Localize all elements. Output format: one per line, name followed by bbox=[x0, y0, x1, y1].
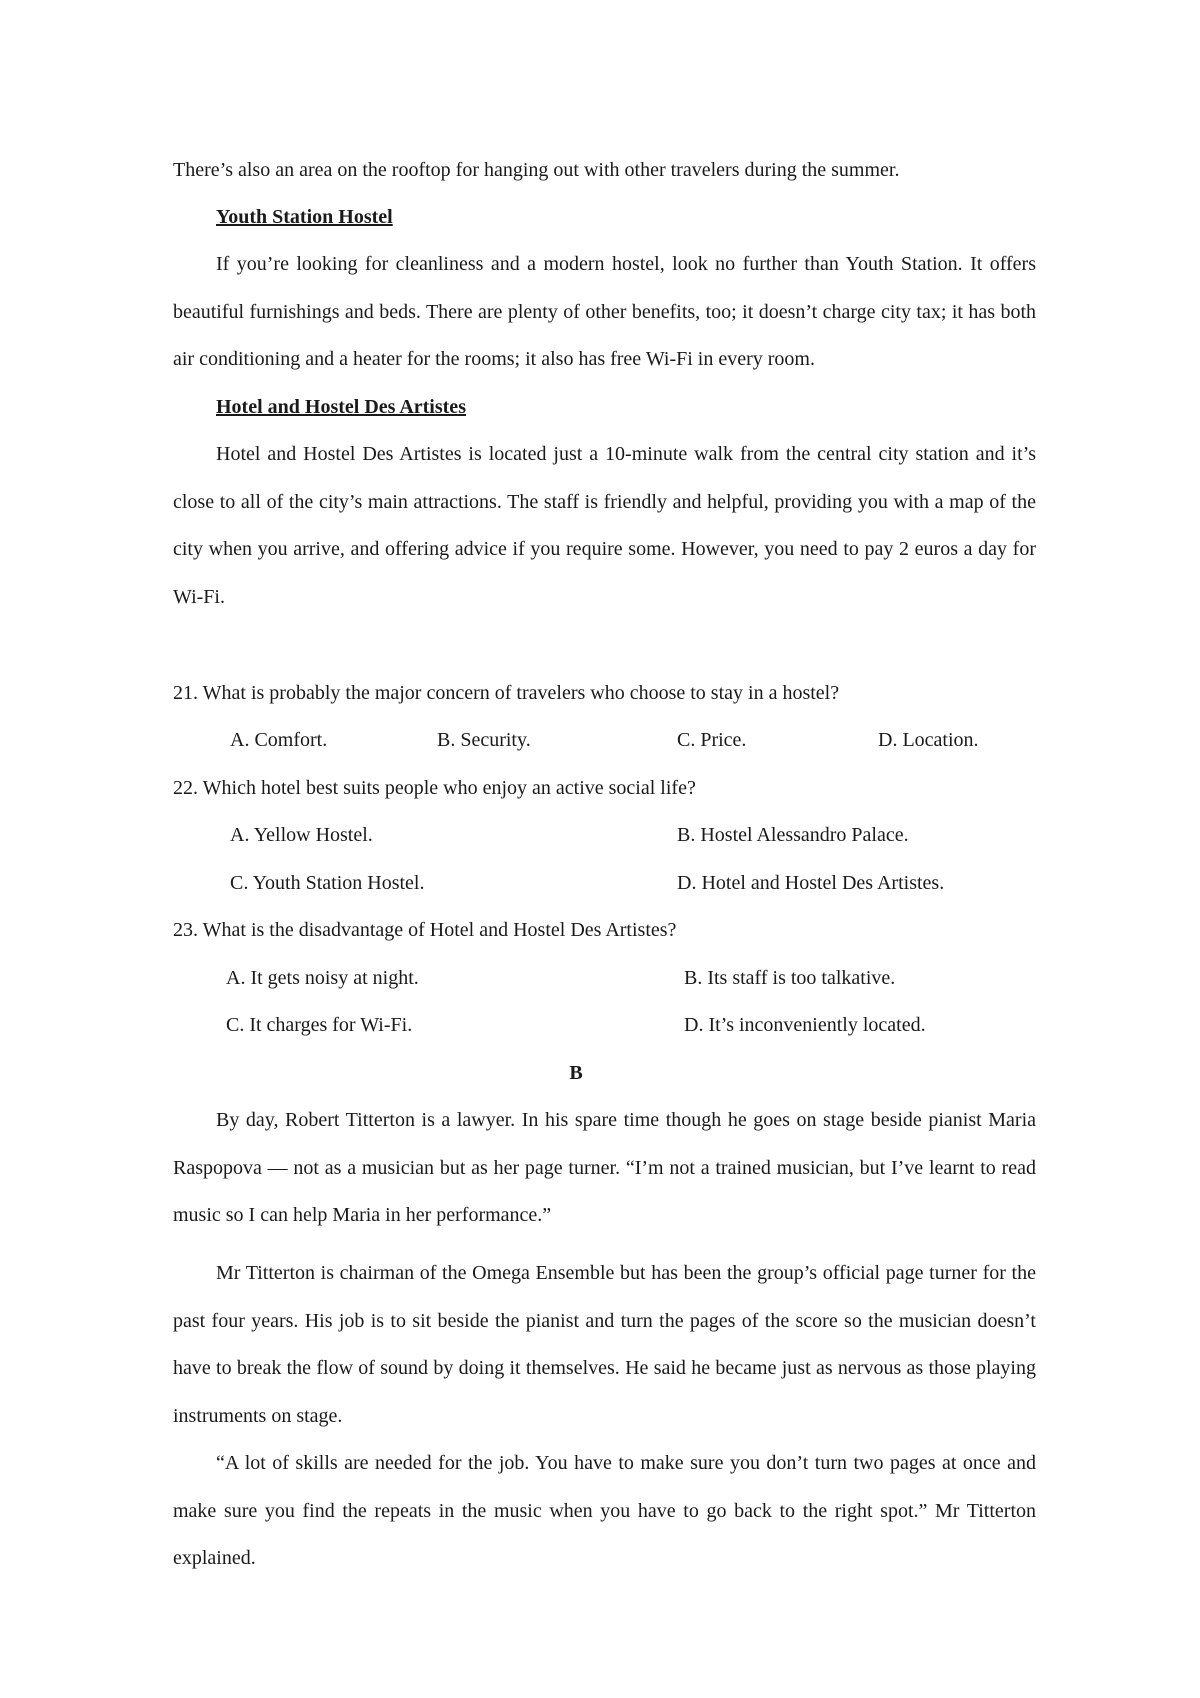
question-22-option-c: C. Youth Station Hostel. bbox=[230, 872, 425, 894]
passage-b-paragraph-2: Mr Titterton is chairman of the Omega Ensemble but has been the group’s official page turner for the past four years. His job is to sit beside the pianist and turn the pages of the score so the musician doesn’t have to break the flow of sound by doing it themselves. He said he became just as nervous as those playing instruments on stage. bbox=[173, 1262, 1036, 1427]
section-letter-b: B bbox=[569, 1062, 583, 1084]
question-22-option-d: D. Hotel and Hostel Des Artistes. bbox=[677, 872, 945, 894]
question-21-option-d: D. Location. bbox=[878, 729, 979, 751]
section-body-youth-station: If you’re looking for cleanliness and a modern hostel, look no further than Youth Station. It offers beautiful furnishings and beds. There are plenty of other benefits, too; it doesn’t charge city tax; it has both air conditioning and a heater for the rooms; it also has free Wi-Fi in every room. bbox=[173, 253, 1036, 370]
question-22-option-a: A. Yellow Hostel. bbox=[230, 824, 373, 846]
intro-line: There’s also an area on the rooftop for hanging out with other travelers during the summer. bbox=[173, 159, 900, 181]
question-23-option-c: C. It charges for Wi-Fi. bbox=[226, 1014, 413, 1036]
section-heading-youth-station: Youth Station Hostel bbox=[216, 206, 393, 228]
section-body-des-artistes: Hotel and Hostel Des Artistes is located just a 10-minute walk from the central city station and it’s close to all of the city’s main attractions. The staff is friendly and helpful, providing you with a map of the city when you arrive, and offering advice if you require some. However, you need to pay 2 euros a day for Wi-Fi. bbox=[173, 443, 1036, 608]
question-23-option-d: D. It’s inconveniently located. bbox=[684, 1014, 926, 1036]
passage-b-paragraph-3: “A lot of skills are needed for the job. You have to make sure you don’t turn two pages at once and make sure you find the repeats in the music when you have to go back to the right spot.” Mr Titterton explained. bbox=[173, 1452, 1036, 1569]
question-23-stem: 23. What is the disadvantage of Hotel and Hostel Des Artistes? bbox=[173, 919, 677, 941]
question-23-option-b: B. Its staff is too talkative. bbox=[684, 967, 896, 989]
question-21-option-a: A. Comfort. bbox=[230, 729, 328, 751]
question-22-stem: 22. Which hotel best suits people who enjoy an active social life? bbox=[173, 777, 696, 799]
passage-b-paragraph-1: By day, Robert Titterton is a lawyer. In his spare time though he goes on stage beside pianist Maria Raspopova — not as a musician but as her page turner. “I’m not a trained musician, but I’ve learnt to read music so I can help Maria in her performance.” bbox=[173, 1109, 1036, 1226]
question-21-stem: 21. What is probably the major concern of travelers who choose to stay in a hostel? bbox=[173, 682, 840, 704]
question-23-option-a: A. It gets noisy at night. bbox=[226, 967, 419, 989]
question-21-option-b: B. Security. bbox=[437, 729, 531, 751]
question-22-option-b: B. Hostel Alessandro Palace. bbox=[677, 824, 909, 846]
question-21-option-c: C. Price. bbox=[677, 729, 747, 751]
section-heading-des-artistes: Hotel and Hostel Des Artistes bbox=[216, 396, 466, 418]
